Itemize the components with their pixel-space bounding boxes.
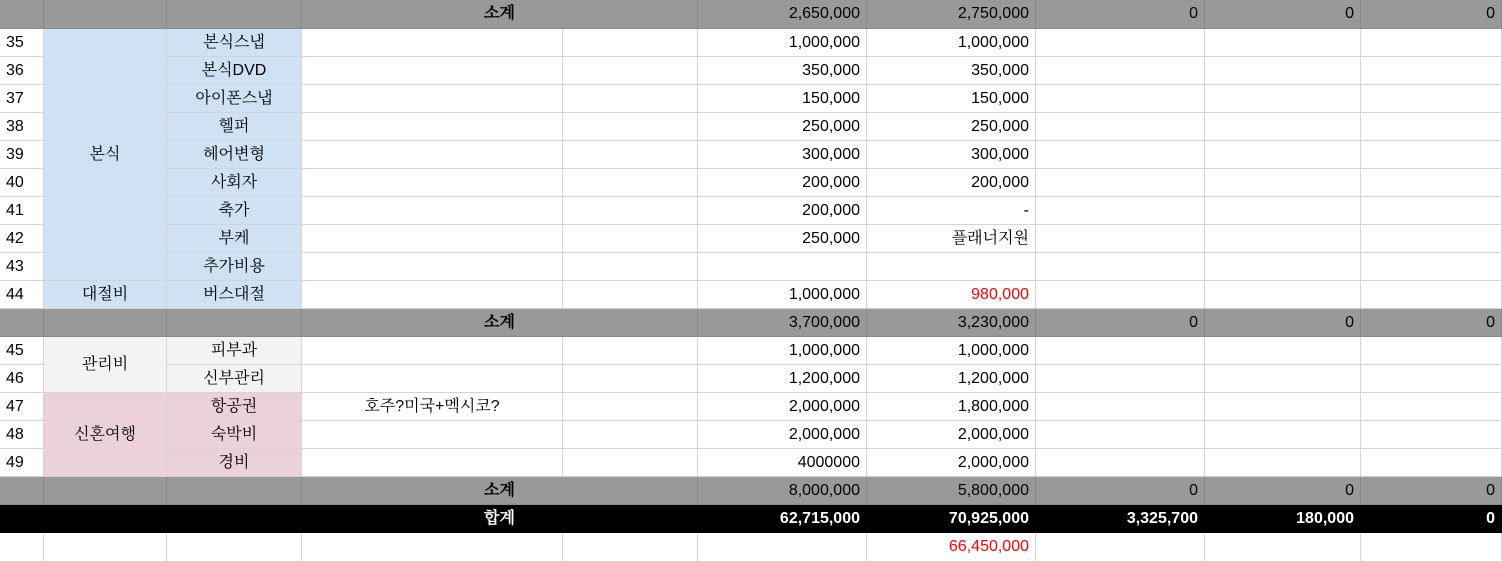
actual-cell[interactable]: 1,000,000 (867, 29, 1036, 57)
note-cell[interactable] (302, 365, 563, 393)
budget-cell[interactable]: 4000000 (698, 449, 867, 477)
col3-cell[interactable] (1036, 365, 1205, 393)
row-number[interactable]: 39 (0, 141, 44, 169)
col5-cell[interactable] (1361, 113, 1502, 141)
col3-cell[interactable] (1036, 29, 1205, 57)
blank-cell[interactable] (563, 141, 698, 169)
subtotal-row-2-label[interactable]: 소계 (302, 309, 698, 337)
col3-cell[interactable] (1036, 57, 1205, 85)
col5-cell[interactable] (1361, 57, 1502, 85)
group-cell-ceremony[interactable]: 본식 (44, 29, 167, 281)
row-number[interactable]: 49 (0, 449, 44, 477)
col5-cell[interactable] (1361, 197, 1502, 225)
subtotal-row-3-group[interactable] (44, 477, 167, 505)
blank-cell[interactable] (563, 393, 698, 421)
item-cell[interactable]: 헬퍼 (167, 113, 302, 141)
item-cell[interactable]: 버스대절 (167, 281, 302, 309)
subtotal-row-1-budget[interactable]: 2,650,000 (698, 0, 867, 29)
row-number[interactable]: 43 (0, 253, 44, 281)
note-cell[interactable] (302, 197, 563, 225)
col5-cell[interactable] (1361, 85, 1502, 113)
col3-cell[interactable] (1036, 421, 1205, 449)
budget-cell[interactable]: 350,000 (698, 57, 867, 85)
row-number[interactable]: 42 (0, 225, 44, 253)
row-number[interactable]: 37 (0, 85, 44, 113)
col3-cell[interactable] (1036, 393, 1205, 421)
col4-cell[interactable] (1205, 113, 1361, 141)
extra-row-num[interactable] (0, 533, 44, 562)
note-cell[interactable] (302, 57, 563, 85)
subtotal-row-2-group[interactable] (44, 309, 167, 337)
actual-cell[interactable]: 250,000 (867, 113, 1036, 141)
col3-cell[interactable] (1036, 141, 1205, 169)
row-number[interactable]: 40 (0, 169, 44, 197)
total-row-col4[interactable]: 180,000 (1205, 505, 1361, 533)
extra-row-item[interactable] (167, 533, 302, 562)
col3-cell[interactable] (1036, 197, 1205, 225)
subtotal-row-2-col4[interactable]: 0 (1205, 309, 1361, 337)
extra-row-budget[interactable] (698, 533, 867, 562)
group-cell-separation[interactable]: 대절비 (44, 281, 167, 309)
subtotal-row-1-col5[interactable]: 0 (1361, 0, 1502, 29)
item-cell[interactable]: 피부과 (167, 337, 302, 365)
budget-cell[interactable]: 300,000 (698, 141, 867, 169)
col4-cell[interactable] (1205, 169, 1361, 197)
blank-cell[interactable] (563, 281, 698, 309)
item-cell[interactable]: 숙박비 (167, 421, 302, 449)
blank-cell[interactable] (563, 421, 698, 449)
extra-row-actual-highlight[interactable]: 66,450,000 (867, 533, 1036, 562)
actual-cell[interactable]: 2,000,000 (867, 421, 1036, 449)
actual-cell[interactable]: 1,200,000 (867, 365, 1036, 393)
note-cell[interactable] (302, 225, 563, 253)
item-cell[interactable]: 추가비용 (167, 253, 302, 281)
col4-cell[interactable] (1205, 421, 1361, 449)
extra-row-note[interactable] (302, 533, 563, 562)
extra-row-group[interactable] (44, 533, 167, 562)
total-row-num[interactable] (0, 505, 44, 533)
note-cell[interactable] (302, 281, 563, 309)
budget-cell[interactable] (698, 253, 867, 281)
col5-cell[interactable] (1361, 449, 1502, 477)
budget-cell[interactable]: 250,000 (698, 225, 867, 253)
blank-cell[interactable] (563, 253, 698, 281)
row-number[interactable]: 36 (0, 57, 44, 85)
group-cell-management[interactable]: 관리비 (44, 337, 167, 393)
col5-cell[interactable] (1361, 29, 1502, 57)
col4-cell[interactable] (1205, 141, 1361, 169)
col4-cell[interactable] (1205, 449, 1361, 477)
row-number[interactable]: 45 (0, 337, 44, 365)
col5-cell[interactable] (1361, 253, 1502, 281)
col5-cell[interactable] (1361, 365, 1502, 393)
blank-cell[interactable] (563, 225, 698, 253)
item-cell[interactable]: 축가 (167, 197, 302, 225)
col5-cell[interactable] (1361, 141, 1502, 169)
total-row-label[interactable]: 합계 (302, 505, 698, 533)
col3-cell[interactable] (1036, 281, 1205, 309)
subtotal-row-2-col5[interactable]: 0 (1361, 309, 1502, 337)
note-cell[interactable] (302, 141, 563, 169)
col5-cell[interactable] (1361, 169, 1502, 197)
blank-cell[interactable] (563, 365, 698, 393)
group-cell-honeymoon[interactable]: 신혼여행 (44, 393, 167, 477)
col4-cell[interactable] (1205, 365, 1361, 393)
note-cell[interactable] (302, 421, 563, 449)
budget-cell[interactable]: 1,000,000 (698, 337, 867, 365)
actual-cell[interactable]: 2,000,000 (867, 449, 1036, 477)
actual-cell[interactable] (867, 253, 1036, 281)
budget-cell[interactable]: 200,000 (698, 197, 867, 225)
item-cell[interactable]: 아이폰스냅 (167, 85, 302, 113)
blank-cell[interactable] (563, 57, 698, 85)
actual-cell[interactable]: - (867, 197, 1036, 225)
item-cell[interactable]: 경비 (167, 449, 302, 477)
note-cell[interactable] (302, 253, 563, 281)
col5-cell[interactable] (1361, 337, 1502, 365)
row-number[interactable]: 48 (0, 421, 44, 449)
actual-cell[interactable]: 1,000,000 (867, 337, 1036, 365)
blank-cell[interactable] (563, 29, 698, 57)
col3-cell[interactable] (1036, 253, 1205, 281)
subtotal-row-2-col3[interactable]: 0 (1036, 309, 1205, 337)
budget-cell[interactable]: 250,000 (698, 113, 867, 141)
subtotal-row-2-item[interactable] (167, 309, 302, 337)
col3-cell[interactable] (1036, 225, 1205, 253)
subtotal-row-1-group[interactable] (44, 0, 167, 29)
subtotal-row-2-budget[interactable]: 3,700,000 (698, 309, 867, 337)
blank-cell[interactable] (563, 337, 698, 365)
note-cell[interactable] (302, 29, 563, 57)
actual-cell[interactable]: 150,000 (867, 85, 1036, 113)
row-number[interactable]: 44 (0, 281, 44, 309)
col3-cell[interactable] (1036, 85, 1205, 113)
col3-cell[interactable] (1036, 337, 1205, 365)
subtotal-row-3-label[interactable]: 소계 (302, 477, 698, 505)
actual-cell[interactable]: 플래너지원 (867, 225, 1036, 253)
item-cell[interactable]: 본식스냅 (167, 29, 302, 57)
subtotal-row-2-num[interactable] (0, 309, 44, 337)
col3-cell[interactable] (1036, 449, 1205, 477)
item-cell[interactable]: 부케 (167, 225, 302, 253)
item-cell[interactable]: 본식DVD (167, 57, 302, 85)
col3-cell[interactable] (1036, 169, 1205, 197)
actual-cell-highlight[interactable]: 980,000 (867, 281, 1036, 309)
row-number[interactable]: 41 (0, 197, 44, 225)
actual-cell[interactable]: 350,000 (867, 57, 1036, 85)
col4-cell[interactable] (1205, 225, 1361, 253)
subtotal-row-1-actual[interactable]: 2,750,000 (867, 0, 1036, 29)
total-row-budget[interactable]: 62,715,000 (698, 505, 867, 533)
total-row-col5[interactable]: 0 (1361, 505, 1502, 533)
row-number[interactable]: 47 (0, 393, 44, 421)
col4-cell[interactable] (1205, 57, 1361, 85)
note-cell[interactable] (302, 113, 563, 141)
budget-cell[interactable]: 1,200,000 (698, 365, 867, 393)
extra-row-col4[interactable] (1205, 533, 1361, 562)
total-row-item[interactable] (167, 505, 302, 533)
subtotal-row-3-col4[interactable]: 0 (1205, 477, 1361, 505)
subtotal-row-3-budget[interactable]: 8,000,000 (698, 477, 867, 505)
item-cell[interactable]: 헤어변형 (167, 141, 302, 169)
blank-cell[interactable] (563, 85, 698, 113)
subtotal-row-1-col4[interactable]: 0 (1205, 0, 1361, 29)
note-cell[interactable]: 호주?미국+멕시코? (302, 393, 563, 421)
subtotal-row-3-actual[interactable]: 5,800,000 (867, 477, 1036, 505)
item-cell[interactable]: 신부관리 (167, 365, 302, 393)
col4-cell[interactable] (1205, 197, 1361, 225)
col3-cell[interactable] (1036, 113, 1205, 141)
subtotal-row-3-num[interactable] (0, 477, 44, 505)
col5-cell[interactable] (1361, 225, 1502, 253)
subtotal-row-1-num[interactable] (0, 0, 44, 29)
subtotal-row-1-col3[interactable]: 0 (1036, 0, 1205, 29)
total-row-actual[interactable]: 70,925,000 (867, 505, 1036, 533)
col4-cell[interactable] (1205, 281, 1361, 309)
row-number[interactable]: 38 (0, 113, 44, 141)
subtotal-row-3-col3[interactable]: 0 (1036, 477, 1205, 505)
subtotal-row-3-col5[interactable]: 0 (1361, 477, 1502, 505)
subtotal-row-3-item[interactable] (167, 477, 302, 505)
budget-cell[interactable]: 2,000,000 (698, 421, 867, 449)
actual-cell[interactable]: 1,800,000 (867, 393, 1036, 421)
note-cell[interactable] (302, 169, 563, 197)
note-cell[interactable] (302, 85, 563, 113)
row-number[interactable]: 46 (0, 365, 44, 393)
subtotal-row-1-label[interactable]: 소계 (302, 0, 698, 29)
subtotal-row-2-actual[interactable]: 3,230,000 (867, 309, 1036, 337)
blank-cell[interactable] (563, 113, 698, 141)
item-cell[interactable]: 사회자 (167, 169, 302, 197)
extra-row-col5[interactable] (1361, 533, 1502, 562)
blank-cell[interactable] (563, 197, 698, 225)
col5-cell[interactable] (1361, 421, 1502, 449)
note-cell[interactable] (302, 449, 563, 477)
budget-cell[interactable]: 200,000 (698, 169, 867, 197)
col4-cell[interactable] (1205, 393, 1361, 421)
col4-cell[interactable] (1205, 29, 1361, 57)
col4-cell[interactable] (1205, 253, 1361, 281)
budget-cell[interactable]: 150,000 (698, 85, 867, 113)
col5-cell[interactable] (1361, 393, 1502, 421)
item-cell[interactable]: 항공권 (167, 393, 302, 421)
note-cell[interactable] (302, 337, 563, 365)
total-row-group[interactable] (44, 505, 167, 533)
blank-cell[interactable] (563, 449, 698, 477)
col4-cell[interactable] (1205, 337, 1361, 365)
col4-cell[interactable] (1205, 85, 1361, 113)
budget-cell[interactable]: 1,000,000 (698, 281, 867, 309)
total-row-col3[interactable]: 3,325,700 (1036, 505, 1205, 533)
extra-row-blank[interactable] (563, 533, 698, 562)
row-number[interactable]: 35 (0, 29, 44, 57)
actual-cell[interactable]: 200,000 (867, 169, 1036, 197)
subtotal-row-1-item[interactable] (167, 0, 302, 29)
blank-cell[interactable] (563, 169, 698, 197)
extra-row-col3[interactable] (1036, 533, 1205, 562)
budget-cell[interactable]: 2,000,000 (698, 393, 867, 421)
budget-cell[interactable]: 1,000,000 (698, 29, 867, 57)
actual-cell[interactable]: 300,000 (867, 141, 1036, 169)
col5-cell[interactable] (1361, 281, 1502, 309)
